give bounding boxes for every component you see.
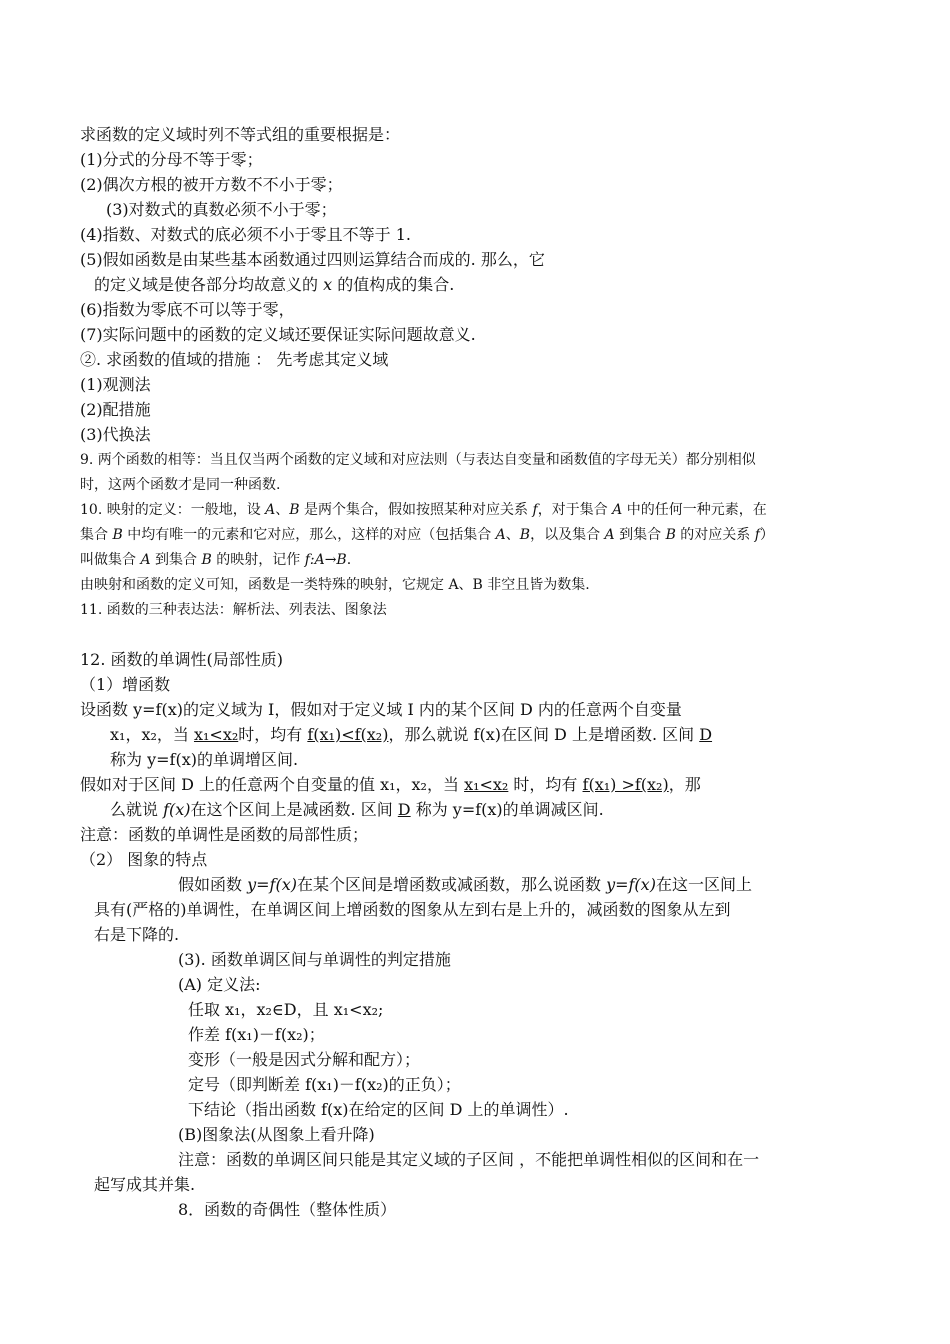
item-10-line1	[80, 503, 767, 517]
definition-method: (A) 定义法:	[178, 975, 261, 994]
range-method-3: (3)代换法	[80, 425, 151, 444]
text-span: 时，均有	[508, 775, 583, 794]
set-a: A	[604, 527, 615, 543]
text-span: ，以及集合	[530, 527, 605, 543]
set-a: A	[140, 552, 151, 568]
step-4: 定号（即判断差 f(x₁)－f(x₂)的正负）；	[188, 1075, 461, 1094]
text-span: 、	[505, 527, 520, 543]
item-10-line4: 由映射和函数的定义可知，函数是一类特殊的映射，它规定 A、B 非空且皆为数集.	[80, 577, 590, 593]
set-a: A	[612, 502, 623, 518]
mapping-notation: f:A→B	[304, 552, 347, 568]
mapping-f: f	[532, 502, 538, 518]
inequality-increasing: f(x₁)<f(x₂)	[307, 725, 389, 744]
note-local-property: 注意：函数的单调性是函数的局部性质；	[80, 825, 369, 844]
set-b: B	[519, 527, 531, 543]
text-span: 10. 映射的定义：一般地，设	[80, 502, 266, 518]
text-span: ，那么就说 f(x)在区间 D 上是增函数. 区间	[388, 725, 700, 744]
increasing-function-heading: （1）增函数	[80, 675, 171, 694]
decreasing-def-line1	[80, 777, 701, 793]
text-span: 假如函数	[178, 875, 248, 894]
item-12-title: 12. 函数的单调性(局部性质)	[80, 650, 284, 669]
set-a: A	[495, 527, 506, 543]
text-span: 么就说	[110, 800, 164, 819]
note-subinterval-line2: 起写成其并集.	[94, 1175, 196, 1194]
text-span: 到集合	[150, 552, 202, 568]
variable-x: x	[323, 275, 333, 294]
text-span: 在这个区间上是减函数. 区间	[190, 800, 398, 819]
step-2: 作差 f(x₁)－f(x₂)；	[188, 1025, 325, 1044]
set-b: B	[201, 552, 212, 568]
domain-rule-5-line2	[94, 277, 454, 293]
set-b: B	[112, 527, 123, 543]
domain-rule-4: (4)指数、对数式的底必须不小于零且不等于 1.	[80, 225, 412, 244]
domain-rule-2: (2)偶次方根的被开方数不不小于零；	[80, 175, 343, 194]
step-3: 变形（一般是因式分解和配方）；	[188, 1050, 421, 1069]
increasing-def-line1: 设函数 y=f(x)的定义域为 I，假如对于定义域 I 内的某个区间 D 内的任意两个自变量	[80, 700, 682, 719]
increasing-def-line3: 称为 y=f(x)的单调增区间.	[110, 750, 299, 769]
text-span: 在这一区间上	[655, 875, 752, 894]
item-10-line2	[80, 528, 774, 542]
step-1: 任取 x₁，x₂∈D，且 x₁<x₂;	[188, 1000, 384, 1019]
text-span: ）	[759, 527, 774, 543]
interval-d: D	[397, 800, 411, 819]
item-9-line2: 时，这两个函数才是同一种函数.	[80, 477, 281, 493]
domain-rule-6: (6)指数为零底不可以等于零，	[80, 300, 295, 319]
range-method-2: (2)配措施	[80, 400, 151, 419]
text-span: 到集合	[614, 527, 666, 543]
function-yfx: y=f(x)	[606, 875, 656, 894]
text-span: 的值构成的集合.	[332, 275, 455, 294]
text-span: 中的任何一种元素，在	[622, 502, 767, 518]
condition-x1-lt-x2: x₁<x₂	[464, 775, 509, 794]
text-span: 集合	[80, 527, 113, 543]
item-10-line3	[80, 553, 351, 567]
graph-feature-line2: 具有(严格的)单调性，在单调区间上增函数的图象从左到右是上升的，减函数的图象从左到	[94, 900, 731, 919]
domain-rule-7: (7)实际问题中的函数的定义域还要保证实际问题故意义.	[80, 325, 476, 344]
item-9-line1: 9. 两个函数的相等：当且仅当两个函数的定义域和对应法则（与表达自变量和函数值的字母无关）都分别相似	[80, 452, 756, 468]
domain-rule-3: (3)对数式的真数必须不小于零；	[106, 200, 337, 219]
increasing-def-line2	[110, 727, 712, 743]
text-span: 的定义域是使各部分均故意义的	[94, 275, 324, 294]
interval-d: D	[699, 725, 713, 744]
text-span: 时，均有	[238, 725, 308, 744]
text-span: 叫做集合	[80, 552, 141, 568]
text-span: x₁，x₂，当	[110, 725, 194, 744]
note-subinterval-line1: 注意：函数的单调区间只能是其定义域的子区间 ，不能把单调性相似的区间和在一	[178, 1150, 760, 1169]
condition-x1-lt-x2: x₁<x₂	[193, 725, 239, 744]
text-span: 、	[275, 502, 290, 518]
text-span: 假如对于区间 D 上的任意两个自变量的值 x₁，x₂，当	[80, 775, 465, 794]
mapping-f: f	[754, 527, 760, 543]
set-b: B	[289, 502, 300, 518]
text-span: .	[346, 552, 352, 568]
graph-feature-line3: 右是下降的.	[94, 925, 180, 944]
text-span: 是两个集合，假如按照某种对应关系	[299, 502, 533, 518]
decreasing-def-line2	[110, 802, 604, 818]
text-span: 中均有唯一的元素和它对应，那么，这样的对应（包括集合	[122, 527, 496, 543]
function-yfx: y=f(x)	[247, 875, 297, 894]
step-5: 下结论（指出函数 f(x)在给定的区间 D 上的单调性）.	[188, 1100, 569, 1119]
text-span: ，对于集合	[537, 502, 613, 518]
function-fx: f(x)	[163, 800, 191, 819]
text-span: ，那	[668, 775, 701, 794]
judgement-methods-heading: (3). 函数单调区间与单调性的判定措施	[178, 950, 451, 969]
domain-rule-1: (1)分式的分母不等于零；	[80, 150, 263, 169]
domain-rules-intro: 求函数的定义域时列不等式组的重要根据是：	[80, 125, 401, 144]
domain-rule-5-line1: (5)假如函数是由某些基本函数通过四则运算结合而成的. 那么，它	[80, 250, 545, 269]
graph-feature-heading: （2） 图象的特点	[80, 850, 208, 869]
text-span: 的映射，记作	[211, 552, 305, 568]
set-a: A	[265, 502, 276, 518]
text-span: 在某个区间是增函数或减函数，那么说函数	[296, 875, 607, 894]
item-11: 11. 函数的三种表达法：解析法、列表法、图象法	[80, 602, 387, 618]
parity-heading: 8．函数的奇偶性（整体性质）	[178, 1200, 397, 1219]
set-b: B	[665, 527, 676, 543]
graph-method: (B)图象法(从图象上看升降)	[178, 1125, 375, 1144]
inequality-decreasing: f(x₁) >f(x₂)	[582, 775, 669, 794]
range-methods-title: ②. 求函数的值域的措施 ： 先考虑其定义域	[80, 350, 389, 369]
graph-feature-line1	[178, 877, 752, 893]
text-span: 称为 y=f(x)的单调减区间.	[410, 800, 604, 819]
text-span: 的对应关系	[675, 527, 755, 543]
range-method-1: (1)观测法	[80, 375, 151, 394]
